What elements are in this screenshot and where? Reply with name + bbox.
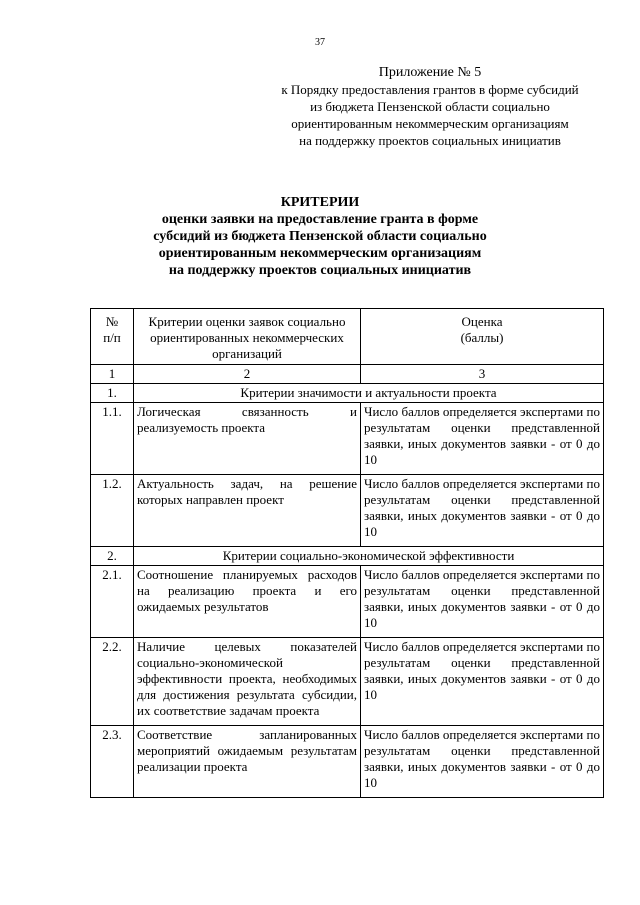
appendix-line: на поддержку проектов социальных инициатив bbox=[299, 133, 561, 148]
appendix-line: к Порядку предоставления грантов в форме субсидий bbox=[281, 82, 579, 97]
heading-subtitle-line: оценки заявки на предоставление гранта в форме bbox=[161, 212, 479, 227]
section-num: 1. bbox=[91, 384, 134, 403]
section-row bbox=[91, 547, 604, 566]
section-title: Критерии социально-экономической эффективности bbox=[134, 547, 604, 566]
table-row bbox=[91, 475, 604, 547]
header-criteria bbox=[134, 309, 361, 365]
item-criterion: Соотношение планируемых расходов на реализацию проекта и его ожидаемых результатов bbox=[134, 566, 361, 638]
table-row bbox=[91, 726, 604, 798]
page-number: 37 bbox=[315, 37, 325, 48]
appendix-block bbox=[240, 64, 620, 149]
document-heading bbox=[0, 194, 640, 279]
numbering-cell: 3 bbox=[361, 365, 604, 384]
header-num-text: № п/п bbox=[103, 314, 121, 345]
table-header-row bbox=[91, 309, 604, 365]
appendix-line: ориентированным некоммерческим организациям bbox=[291, 116, 569, 131]
criteria-table bbox=[90, 308, 604, 798]
section-title: Критерии значимости и актуальности проекта bbox=[134, 384, 604, 403]
item-score: Число баллов определяется экспертами по результатам оценки представленной заявки, иных документов заявки - от 0 до 10 bbox=[361, 638, 604, 726]
appendix-line: из бюджета Пензенской области социально bbox=[310, 99, 550, 114]
table-row bbox=[91, 638, 604, 726]
item-num: 1.1. bbox=[91, 403, 134, 475]
item-score: Число баллов определяется экспертами по результатам оценки представленной заявки, иных документов заявки - от 0 до 10 bbox=[361, 566, 604, 638]
section-num: 2. bbox=[91, 547, 134, 566]
item-criterion: Актуальность задач, на решение которых направлен проект bbox=[134, 475, 361, 547]
heading-title: КРИТЕРИИ bbox=[280, 195, 360, 210]
header-score bbox=[361, 309, 604, 365]
table-row bbox=[91, 403, 604, 475]
item-num: 2.1. bbox=[91, 566, 134, 638]
appendix-title: Приложение № 5 bbox=[378, 65, 482, 80]
numbering-cell: 2 bbox=[134, 365, 361, 384]
item-score: Число баллов определяется экспертами по результатам оценки представленной заявки, иных документов заявки - от 0 до 10 bbox=[361, 475, 604, 547]
item-score: Число баллов определяется экспертами по результатам оценки представленной заявки, иных документов заявки - от 0 до 10 bbox=[361, 726, 604, 798]
section-row bbox=[91, 384, 604, 403]
heading-subtitle-line: субсидий из бюджета Пензенской области социально bbox=[153, 229, 487, 244]
numbering-cell: 1 bbox=[91, 365, 134, 384]
header-num bbox=[91, 309, 134, 365]
item-criterion: Логическая связанность и реализуемость проекта bbox=[134, 403, 361, 475]
item-num: 2.2. bbox=[91, 638, 134, 726]
header-criteria-text: Критерии оценки заявок социально ориентированных некоммерческих организаций bbox=[148, 314, 346, 361]
item-criterion: Соответствие запланированных мероприятий ожидаемым результатам реализации проекта bbox=[134, 726, 361, 798]
item-num: 2.3. bbox=[91, 726, 134, 798]
item-criterion: Наличие целевых показателей социально-экономической эффективности проекта, необходимых для достижения результата субсидии, их соответствие задачам проекта bbox=[134, 638, 361, 726]
header-score-text: Оценка (баллы) bbox=[460, 314, 504, 345]
item-score: Число баллов определяется экспертами по результатам оценки представленной заявки, иных документов заявки - от 0 до 10 bbox=[361, 403, 604, 475]
item-num: 1.2. bbox=[91, 475, 134, 547]
heading-subtitle-line: на поддержку проектов социальных инициатив bbox=[168, 263, 472, 278]
heading-subtitle-line: ориентированным некоммерческим организациям bbox=[158, 246, 482, 261]
table-numbering-row bbox=[91, 365, 604, 384]
table-row bbox=[91, 566, 604, 638]
